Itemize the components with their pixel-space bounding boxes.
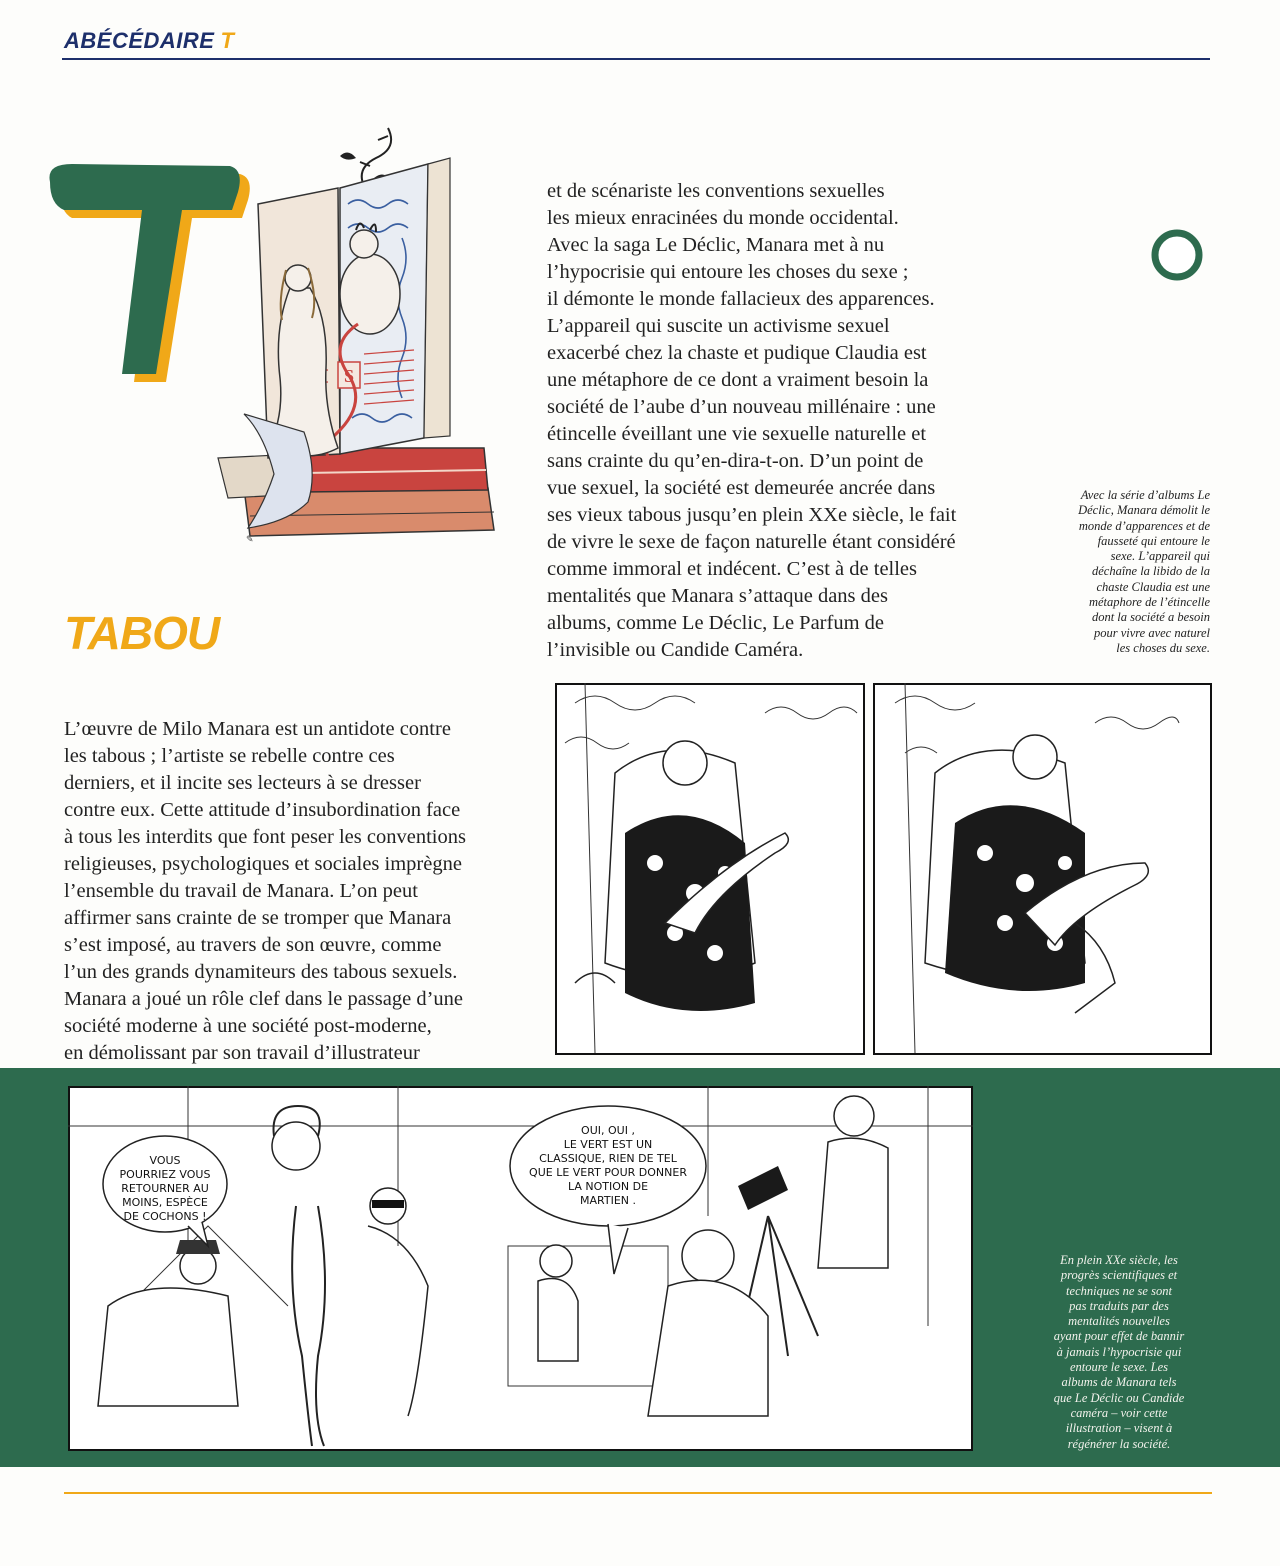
bubble-left-line: RETOURNER AU: [121, 1182, 209, 1195]
text-line: religieuses, psychologiques et sociales imprègne: [64, 853, 462, 875]
body-text-left-column: [64, 716, 524, 1067]
book-initial: S: [343, 366, 355, 386]
header-section: ABÉCÉDAIRE: [64, 28, 215, 53]
text-line: Manara a joué un rôle clef dans le passage d’une: [64, 988, 464, 1010]
illustration-book-scene: [188, 118, 510, 558]
caption-line: caméra – voir cette: [1070, 1405, 1168, 1420]
caption-line: dont la société a besoin: [1091, 610, 1210, 625]
header-letter: T: [220, 28, 235, 53]
text-line: à tous les interdits que font peser les conventions: [64, 826, 466, 848]
text-line: albums, comme Le Déclic, Le Parfum de: [547, 612, 884, 634]
caption-line: albums de Manara tels: [1061, 1375, 1177, 1390]
bubble-left-line: POURRIEZ VOUS: [119, 1168, 211, 1181]
text-line: contre eux. Cette attitude d’insubordination face: [64, 799, 461, 821]
bubble-left-line: VOUS: [149, 1154, 181, 1167]
text-line: et de scénariste les conventions sexuelles: [547, 180, 885, 202]
caption-line: En plein XXe siècle, les: [1060, 1253, 1178, 1267]
text-line: mentalités que Manara s’attaque dans des: [547, 585, 888, 607]
caption-bottom: [1024, 1253, 1214, 1452]
svg-text:✎: ✎: [246, 534, 254, 544]
caption-line: métaphore de l’étincelle: [1088, 595, 1210, 610]
bubble-right-line: LA NOTION DE: [567, 1180, 649, 1193]
bubble-right-line: MARTIEN .: [580, 1194, 636, 1207]
text-line: il démonte le monde fallacieux des apparences.: [547, 288, 935, 310]
text-line: L’appareil qui suscite un activisme sexuel: [547, 315, 890, 337]
text-line: l’invisible ou Candide Caméra.: [547, 639, 804, 661]
bubble-right-line: OUI, OUI ,: [581, 1124, 635, 1137]
caption-line: déchaîne la libido de la: [1091, 564, 1210, 579]
caption-line: Déclic, Manara démolit le: [1078, 503, 1210, 518]
text-line: L’œuvre de Milo Manara est un antidote contre: [64, 718, 451, 740]
caption-line: mentalités nouvelles: [1068, 1314, 1170, 1329]
text-line: vue sexuel, la société est demeurée ancrée dans: [547, 477, 936, 499]
body-text-right-column: [547, 178, 995, 664]
caption-line: à jamais l’hypocrisie qui: [1056, 1344, 1182, 1359]
text-line: ses vieux tabous jusqu’en plein XXe siècle, le fait: [547, 504, 957, 526]
header-rule: [62, 58, 1210, 60]
caption-line: régénérer la société.: [1067, 1436, 1171, 1451]
caption-top: [1014, 488, 1210, 656]
caption-line: que Le Déclic ou Candide: [1053, 1390, 1185, 1405]
caption-line: ayant pour effet de bannir: [1053, 1329, 1185, 1344]
text-line: étincelle éveillant une vie sexuelle naturelle et: [547, 423, 927, 445]
text-line: les tabous ; l’artiste se rebelle contre ces: [64, 745, 395, 767]
text-line: comme immoral et indécent. C’est à de telles: [547, 558, 918, 580]
text-line: les mieux enracinées du monde occidental.: [547, 207, 899, 229]
footer-rule: [64, 1492, 1212, 1494]
caption-line: techniques ne se sont: [1066, 1283, 1172, 1298]
bubble-left-line: MOINS, ESPÈCE: [122, 1196, 208, 1209]
text-line: derniers, et il incite ses lecteurs à se dresser: [64, 772, 421, 794]
caption-line: progrès scientifiques et: [1060, 1268, 1178, 1283]
caption-line: monde d’apparences et de: [1078, 518, 1210, 533]
caption-line: chaste Claudia est une: [1096, 579, 1210, 594]
text-line: l’hypocrisie qui entoure les choses du sexe ;: [547, 261, 909, 283]
text-line: s’est imposé, au travers de son œuvre, comme: [64, 934, 442, 956]
section-title: TABOU: [64, 607, 220, 659]
text-line: exacerbé chez la chaste et pudique Claudia est: [547, 342, 927, 364]
caption-line: entoure le sexe. Les: [1069, 1360, 1169, 1375]
caption-line: pour vivre avec naturel: [1093, 625, 1210, 640]
bubble-right-line: CLASSIQUE, RIEN DE TEL: [539, 1152, 677, 1165]
caption-line: illustration – visent à: [1065, 1421, 1173, 1436]
caption-line: fausseté qui entoure le: [1097, 533, 1210, 548]
running-header: [64, 28, 234, 54]
text-line: en démolissant par son travail d’illustrateur: [64, 1042, 420, 1064]
caption-line: pas traduits par des: [1069, 1298, 1169, 1313]
caption-line: les choses du sexe.: [1116, 640, 1210, 655]
text-line: l’un des grands dynamiteurs des tabous sexuels.: [64, 961, 458, 983]
text-line: l’ensemble du travail de Manara. L’on peut: [64, 880, 418, 902]
comic-strip-candide-camera: [68, 1086, 973, 1451]
text-line: société moderne à une société post-moderne,: [64, 1015, 432, 1037]
bubble-right-line: LE VERT EST UN: [563, 1138, 653, 1151]
text-line: une métaphore de ce dont a vraiment besoin la: [547, 369, 929, 391]
bubble-right-line: QUE LE VERT POUR DONNER: [529, 1166, 687, 1179]
comic-panels-le-declic: [555, 683, 1212, 1055]
bubble-left-line: DE COCHONS !: [123, 1210, 207, 1223]
text-line: affirmer sans crainte de se tromper que Manara: [64, 907, 452, 929]
ornament-letter-o: [1150, 228, 1204, 282]
caption-line: sexe. L’appareil qui: [1110, 549, 1210, 564]
text-line: Avec la saga Le Déclic, Manara met à nu: [547, 234, 885, 256]
text-line: société de l’aube d’un nouveau millénaire : une: [547, 396, 936, 418]
caption-line: Avec la série d’albums Le: [1080, 488, 1210, 502]
text-line: sans crainte du qu’en-dira-t-on. D’un point de: [547, 450, 924, 472]
text-line: de vivre le sexe de façon naturelle étant considéré: [547, 531, 956, 553]
